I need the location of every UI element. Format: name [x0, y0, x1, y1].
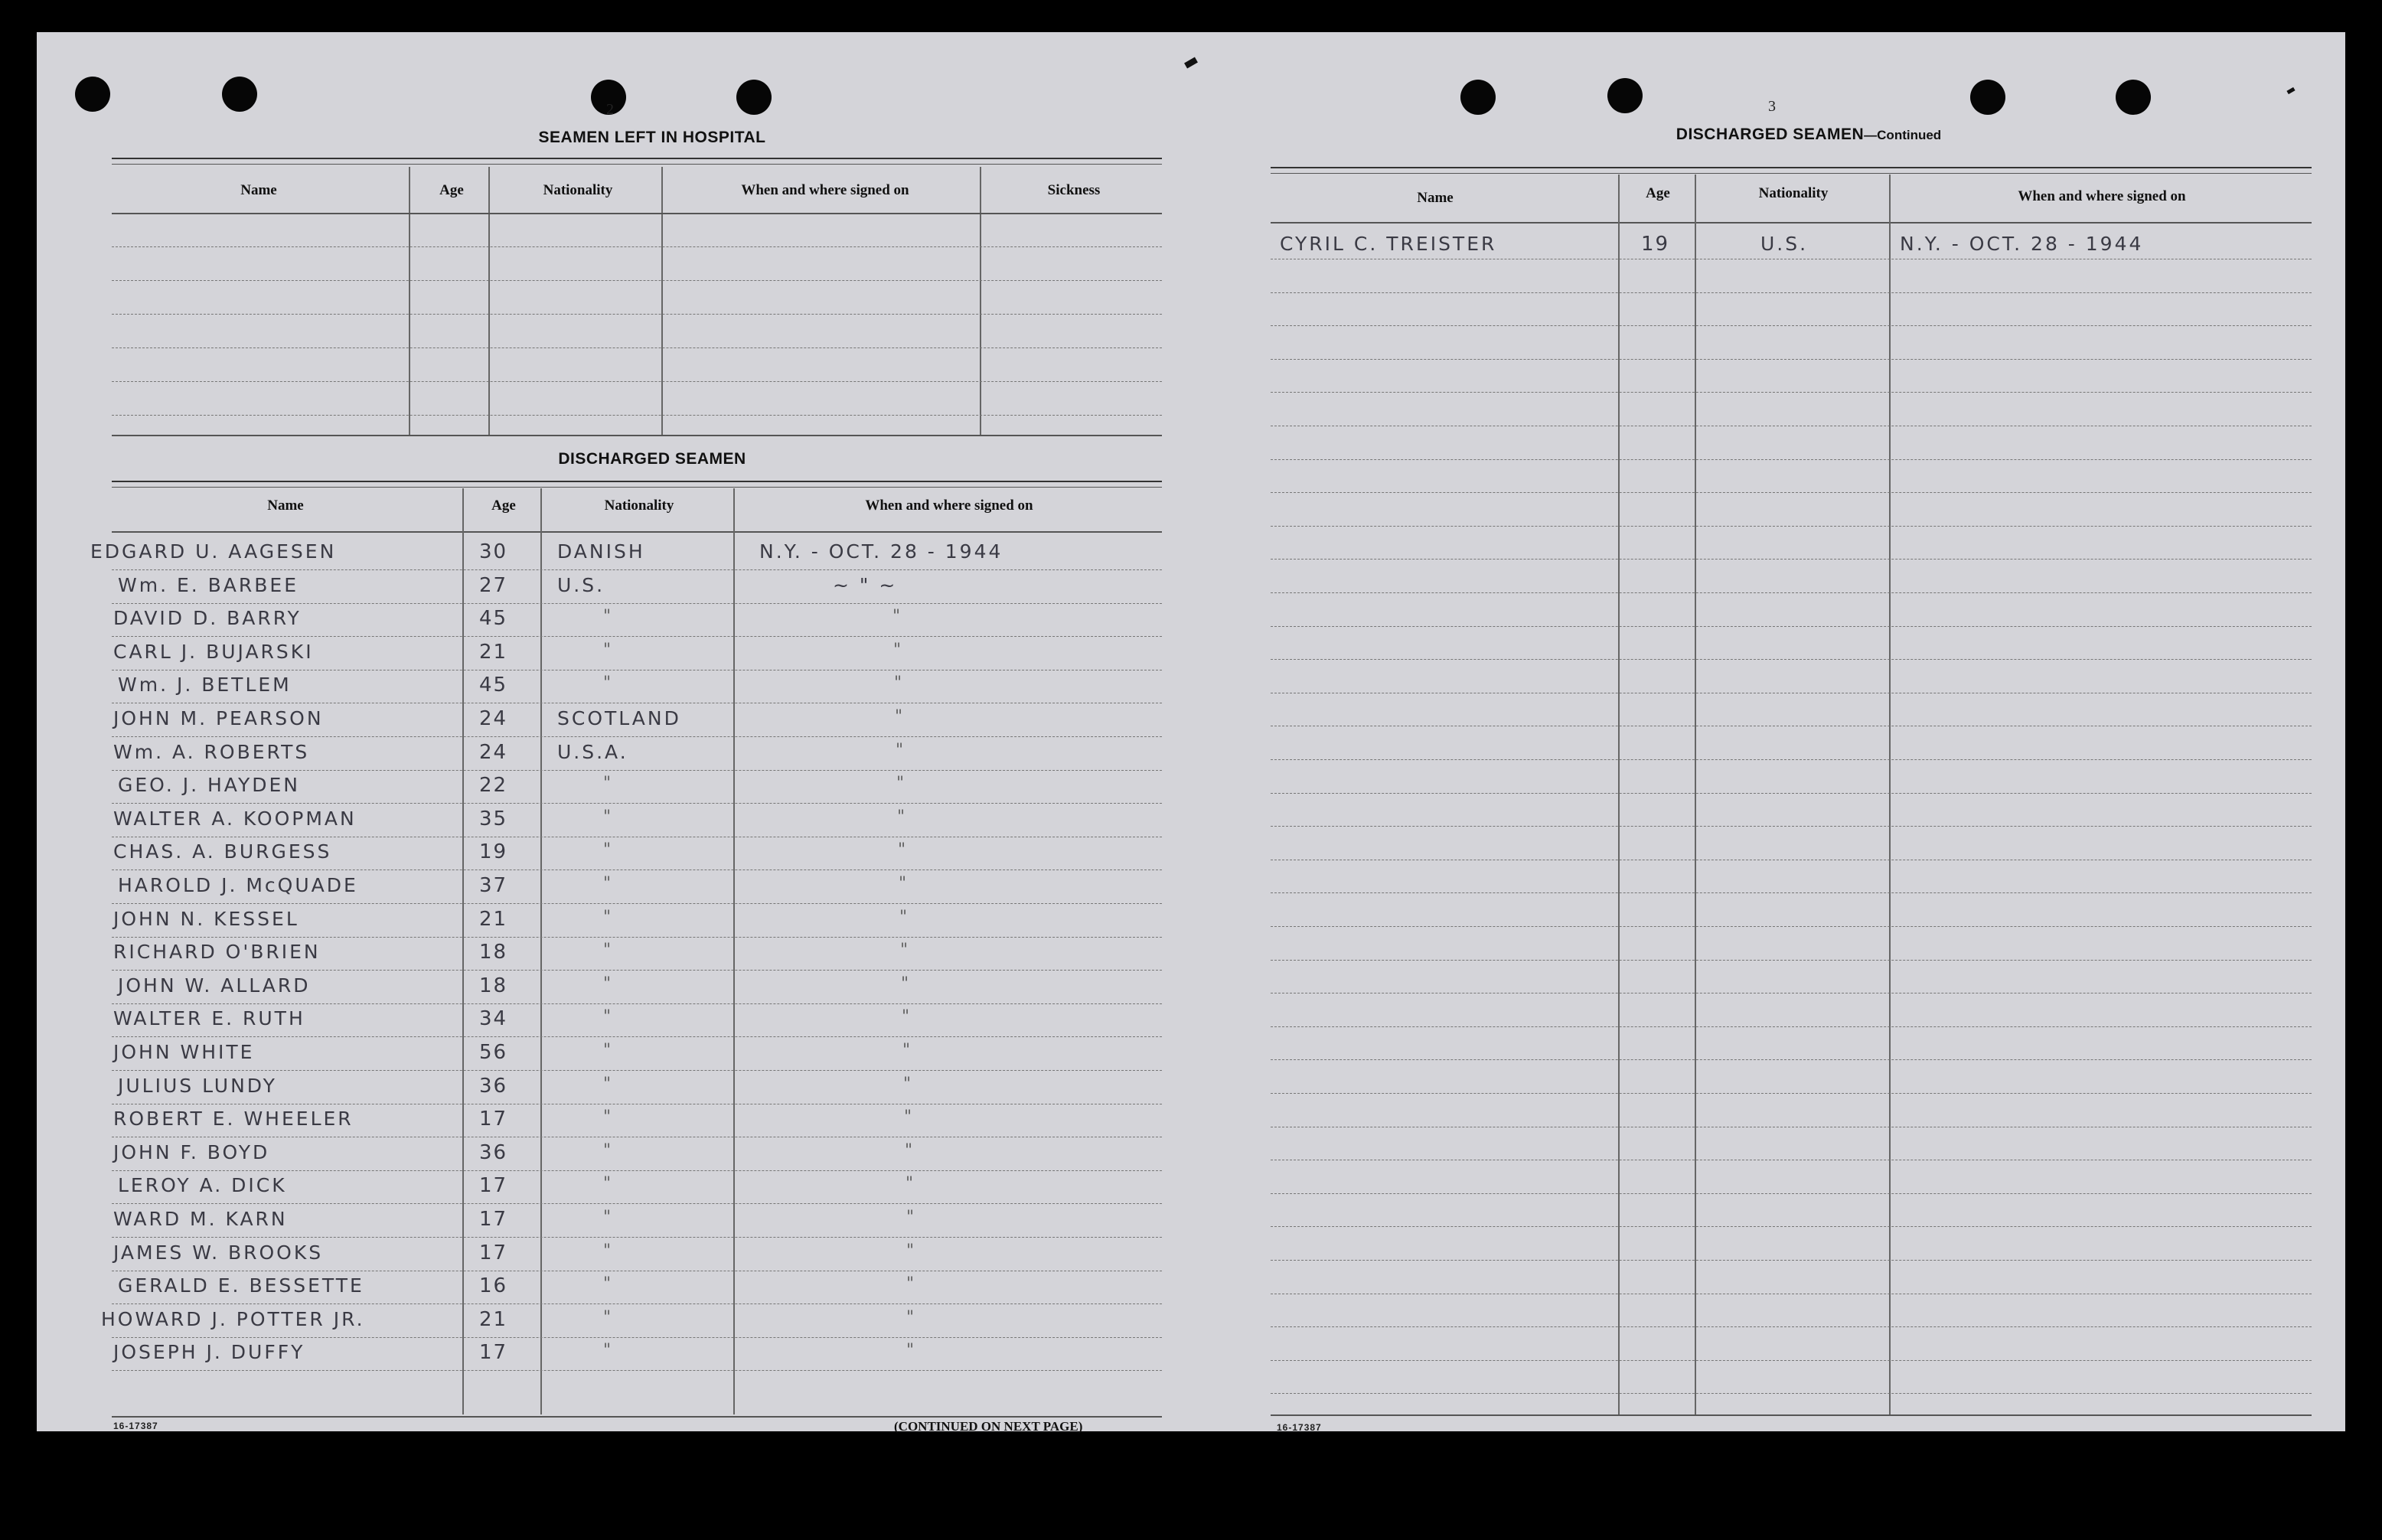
row-line: [112, 1003, 1162, 1004]
seaman-nationality: ": [603, 774, 612, 793]
row-line: [1271, 1226, 2312, 1227]
seaman-name: JOHN M. PEARSON: [113, 707, 324, 729]
column-divider: [1695, 175, 1696, 1416]
scanned-document: [37, 32, 2345, 1434]
seaman-age: 18: [479, 941, 508, 964]
seaman-age: 21: [479, 641, 508, 664]
row-line: [112, 347, 1162, 348]
seaman-age: 36: [479, 1075, 508, 1098]
row-line: [1271, 325, 2312, 326]
seaman-age: 24: [479, 741, 508, 764]
seaman-signed-on: ": [896, 774, 905, 793]
punch-hole: [1460, 80, 1496, 115]
seaman-nationality: ": [603, 808, 612, 827]
seaman-nationality: ": [603, 607, 612, 626]
row-line: [112, 1203, 1162, 1204]
seaman-signed-on: ": [906, 1274, 915, 1294]
seaman-nationality: SCOTLAND: [557, 707, 681, 729]
ink-speck: [1184, 57, 1198, 69]
seaman-name: WALTER E. RUTH: [113, 1007, 305, 1029]
row-line: [1271, 1360, 2312, 1361]
seaman-signed-on: ": [905, 1174, 915, 1193]
seaman-age: 45: [479, 607, 508, 630]
hospital-col-name: Name: [240, 182, 277, 198]
seaman-age: 56: [479, 1041, 508, 1064]
seaman-nationality: ": [603, 641, 612, 660]
seaman-nationality: ": [603, 1007, 612, 1026]
continued-col-nationality: Nationality: [1758, 185, 1829, 201]
seaman-signed-on: ": [904, 1108, 913, 1127]
row-line: [112, 903, 1162, 904]
row-line: [1271, 759, 2312, 760]
form-code: 16-17387: [1277, 1422, 1322, 1433]
seaman-nationality: ": [603, 1208, 612, 1227]
hospital-col-signed-on: When and where signed on: [741, 182, 909, 198]
seaman-name: GERALD E. BESSETTE: [118, 1274, 364, 1297]
seaman-nationality: ": [603, 908, 612, 927]
row-line: [1271, 793, 2312, 794]
seaman-nationality: ": [603, 1241, 612, 1261]
seaman-nationality: U.S.: [557, 574, 605, 596]
section-rule: [112, 158, 1162, 165]
seaman-age: 35: [479, 808, 508, 830]
seaman-age: 16: [479, 1274, 508, 1297]
hospital-col-nationality: Nationality: [543, 182, 613, 198]
row-line: [112, 1370, 1162, 1371]
seaman-signed-on: ": [895, 707, 904, 726]
row-line: [112, 970, 1162, 971]
column-divider: [980, 167, 981, 435]
seaman-nationality: ": [603, 674, 612, 693]
row-line: [1271, 492, 2312, 493]
seaman-nationality: ": [603, 1108, 612, 1127]
header-rule: [1271, 222, 2312, 223]
row-line: [112, 246, 1162, 247]
hospital-col-sickness: Sickness: [1047, 182, 1101, 198]
column-divider: [1618, 175, 1620, 1416]
seaman-signed-on: ": [892, 607, 902, 626]
header-rule: [112, 531, 1162, 533]
seaman-nationality: DANISH: [557, 540, 645, 563]
section-rule: [112, 481, 1162, 488]
row-line: [1271, 459, 2312, 460]
row-line: [1271, 392, 2312, 393]
discharged-section-title: DISCHARGED SEAMEN: [558, 450, 746, 468]
seaman-signed-on: ": [906, 1341, 915, 1360]
row-line: [112, 603, 1162, 604]
row-line: [112, 415, 1162, 416]
seaman-name: WARD M. KARN: [113, 1208, 288, 1230]
page-number: 3: [1768, 98, 1776, 115]
row-line: [112, 1303, 1162, 1304]
seaman-nationality: U.S.: [1760, 233, 1809, 255]
continued-note: (CONTINUED ON NEXT PAGE): [894, 1419, 1083, 1434]
seaman-nationality: ": [603, 974, 612, 993]
row-line: [1271, 1026, 2312, 1027]
seaman-name: RICHARD O'BRIEN: [113, 941, 321, 963]
seaman-signed-on: ": [893, 641, 902, 660]
row-line: [1271, 1193, 2312, 1194]
ink-speck: [2286, 87, 2295, 94]
seaman-nationality: ": [603, 840, 612, 860]
row-line: [1271, 1393, 2312, 1394]
punch-hole: [1607, 78, 1643, 113]
seaman-name: JAMES W. BROOKS: [113, 1241, 324, 1264]
column-divider: [540, 488, 542, 1414]
seaman-signed-on: ~ " ~: [833, 574, 898, 596]
discharged-continued-title: [1269, 126, 2348, 144]
discharged-col-nationality: Nationality: [604, 498, 674, 514]
section-rule: [112, 435, 1162, 436]
seaman-name: LEROY A. DICK: [118, 1174, 287, 1196]
seaman-name: Wm. E. BARBEE: [118, 574, 299, 596]
seaman-signed-on: ": [900, 941, 909, 960]
discharged-col-age: Age: [491, 498, 516, 514]
seaman-age: 36: [479, 1141, 508, 1164]
row-line: [1271, 526, 2312, 527]
row-line: [1271, 1326, 2312, 1327]
seaman-age: 27: [479, 574, 508, 597]
discharged-continued-title-text: DISCHARGED SEAMEN: [1676, 126, 1865, 143]
punch-hole: [222, 77, 257, 112]
seaman-signed-on: ": [896, 741, 905, 760]
seaman-age: 19: [479, 840, 508, 863]
row-line: [112, 937, 1162, 938]
seaman-age: 45: [479, 674, 508, 697]
table-bottom-rule: [112, 1416, 1162, 1418]
seaman-signed-on: ": [899, 908, 909, 927]
row-line: [1271, 926, 2312, 927]
seaman-name: EDGARD U. AAGESEN: [90, 540, 337, 563]
seaman-name: Wm. J. BETLEM: [118, 674, 292, 696]
seaman-nationality: U.S.A.: [557, 741, 628, 763]
seaman-signed-on: ": [902, 1007, 911, 1026]
seaman-name: Wm. A. ROBERTS: [113, 741, 310, 763]
row-line: [1271, 1059, 2312, 1060]
seaman-name: WALTER A. KOOPMAN: [113, 808, 357, 830]
seaman-name: JULIUS LUNDY: [118, 1075, 277, 1097]
seaman-signed-on: ": [906, 1208, 915, 1227]
row-line: [1271, 659, 2312, 660]
seaman-name: HOWARD J. POTTER JR.: [101, 1308, 365, 1330]
column-divider: [488, 167, 490, 435]
seaman-age: 37: [479, 874, 508, 897]
seaman-age: 17: [479, 1108, 508, 1131]
row-line: [112, 1237, 1162, 1238]
section-rule: [1271, 167, 2312, 174]
row-line: [1271, 892, 2312, 893]
seaman-nationality: ": [603, 1141, 612, 1160]
seaman-signed-on: ": [898, 840, 907, 860]
row-line: [112, 1170, 1162, 1171]
seaman-age: 22: [479, 774, 508, 797]
table-bottom-rule: [1271, 1414, 2312, 1416]
seaman-name: JOHN N. KESSEL: [113, 908, 299, 930]
row-line: [112, 1070, 1162, 1071]
seaman-age: 19: [1641, 233, 1670, 256]
discharged-col-name: Name: [267, 498, 304, 514]
seaman-name: DAVID D. BARRY: [113, 607, 302, 629]
row-line: [112, 1036, 1162, 1037]
row-line: [1271, 592, 2312, 593]
hospital-col-age: Age: [439, 182, 464, 198]
seaman-signed-on: ": [906, 1241, 915, 1261]
seaman-name: JOHN F. BOYD: [113, 1141, 270, 1163]
column-divider: [1889, 175, 1891, 1416]
seaman-age: 30: [479, 540, 508, 563]
seaman-age: 17: [479, 1341, 508, 1364]
row-line: [1271, 960, 2312, 961]
punch-hole: [736, 80, 772, 115]
column-divider: [733, 488, 735, 1414]
row-line: [112, 314, 1162, 315]
row-line: [112, 280, 1162, 281]
row-line: [1271, 359, 2312, 360]
seaman-signed-on: ": [902, 1041, 912, 1060]
seaman-age: 17: [479, 1208, 508, 1231]
seaman-name: JOSEPH J. DUFFY: [113, 1341, 305, 1363]
seaman-signed-on: N.Y. - OCT. 28 - 1944: [759, 540, 1003, 563]
seaman-name: JOHN WHITE: [113, 1041, 255, 1063]
column-divider: [462, 488, 464, 1414]
column-divider: [409, 167, 410, 435]
continued-col-name: Name: [1417, 190, 1454, 206]
row-line: [112, 770, 1162, 771]
seaman-nationality: ": [603, 1075, 612, 1094]
row-line: [1271, 559, 2312, 560]
seaman-nationality: ": [603, 1174, 612, 1193]
seaman-age: 17: [479, 1241, 508, 1264]
punch-hole: [1970, 80, 2005, 115]
seaman-signed-on: ": [906, 1308, 915, 1327]
seaman-nationality: ": [603, 1274, 612, 1294]
row-line: [112, 803, 1162, 804]
punch-hole: [75, 77, 110, 112]
seaman-name: CHAS. A. BURGESS: [113, 840, 332, 863]
seaman-signed-on: ": [901, 974, 910, 993]
seaman-signed-on: ": [899, 874, 908, 893]
hospital-section-title: SEAMEN LEFT IN HOSPITAL: [538, 129, 766, 146]
punch-hole: [2116, 80, 2151, 115]
seaman-nationality: ": [603, 941, 612, 960]
row-line: [1271, 826, 2312, 827]
seaman-age: 17: [479, 1174, 508, 1197]
continued-col-signed-on: When and where signed on: [2018, 188, 2186, 204]
seaman-nationality: ": [603, 1041, 612, 1060]
seaman-age: 34: [479, 1007, 508, 1030]
row-line: [112, 1337, 1162, 1338]
form-code: 16-17387: [113, 1421, 158, 1431]
seaman-name: JOHN W. ALLARD: [118, 974, 311, 997]
seaman-name: ROBERT E. WHEELER: [113, 1108, 354, 1130]
header-rule: [112, 213, 1162, 214]
seaman-age: 21: [479, 908, 508, 931]
seaman-name: CYRIL C. TREISTER: [1280, 233, 1497, 255]
seaman-signed-on: ": [894, 674, 903, 693]
seaman-name: GEO. J. HAYDEN: [118, 774, 300, 796]
seaman-nationality: ": [603, 1341, 612, 1360]
continued-col-age: Age: [1646, 185, 1670, 201]
column-divider: [661, 167, 663, 435]
row-line: [1271, 626, 2312, 627]
seaman-signed-on: N.Y. - OCT. 28 - 1944: [1900, 233, 2144, 255]
seaman-nationality: ": [603, 1308, 612, 1327]
seaman-signed-on: ": [905, 1141, 914, 1160]
row-line: [1271, 292, 2312, 293]
row-line: [112, 636, 1162, 637]
seaman-signed-on: ": [903, 1075, 912, 1094]
discharged-col-signed-on: When and where signed on: [865, 498, 1033, 514]
continued-suffix: —Continued: [1864, 128, 1942, 142]
seaman-name: CARL J. BUJARSKI: [113, 641, 314, 663]
row-line: [112, 381, 1162, 382]
seaman-age: 24: [479, 707, 508, 730]
seaman-age: 18: [479, 974, 508, 997]
seaman-signed-on: ": [897, 808, 906, 827]
row-line: [112, 569, 1162, 570]
page-number: 2: [606, 101, 614, 118]
seaman-nationality: ": [603, 874, 612, 893]
seaman-age: 21: [479, 1308, 508, 1331]
row-line: [1271, 1260, 2312, 1261]
row-line: [112, 736, 1162, 737]
row-line: [1271, 1093, 2312, 1094]
seaman-name: HAROLD J. McQUADE: [118, 874, 358, 896]
